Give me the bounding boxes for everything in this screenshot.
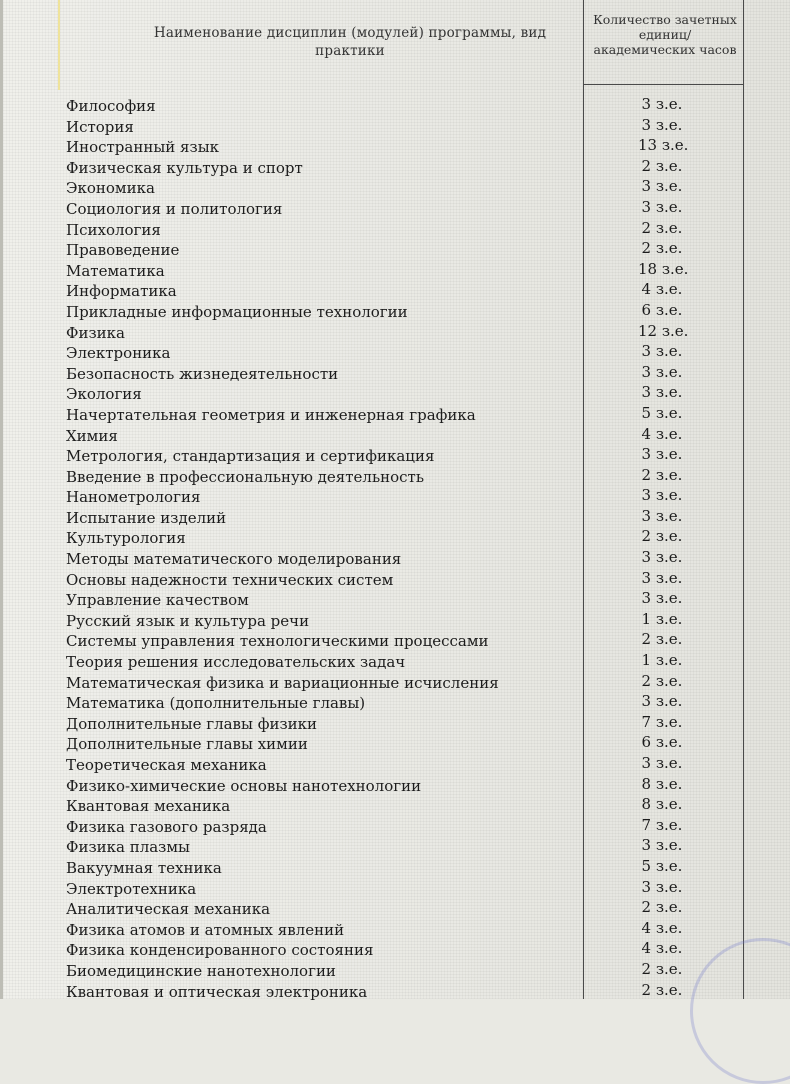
discipline-name: Нанометрология [66, 488, 201, 507]
page-edge [0, 0, 3, 999]
discipline-name: Физика конденсированного состояния [66, 941, 374, 960]
table-row [66, 714, 746, 735]
table-row [66, 178, 746, 199]
credit-value: 5 з.е. [641, 403, 683, 422]
credit-value: 2 з.е. [641, 630, 683, 649]
discipline-name: Теория решения исследовательских задач [66, 653, 406, 672]
table-row [66, 220, 746, 241]
header-underline [583, 84, 744, 85]
discipline-name: История [66, 117, 134, 136]
credit-value: 3 з.е. [641, 383, 683, 402]
table-row [66, 899, 746, 920]
credit-value: 3 з.е. [641, 589, 683, 608]
discipline-name: Математика [66, 261, 165, 280]
credit-value: 3 з.е. [641, 362, 683, 381]
discipline-name: Основы надежности технических систем [66, 570, 394, 589]
table-row [66, 117, 746, 138]
discipline-name: Электроника [66, 344, 171, 363]
discipline-name: Методы математического моделирования [66, 550, 402, 569]
credit-value: 2 з.е. [641, 671, 683, 690]
credit-value: 3 з.е. [641, 836, 683, 855]
table-row [66, 796, 746, 817]
table-row [66, 508, 746, 529]
credit-value: 3 з.е. [641, 486, 683, 505]
credit-value: 7 з.е. [641, 815, 683, 834]
discipline-name: Физическая культура и спорт [66, 158, 303, 177]
discipline-name: Математика (дополнительные главы) [66, 694, 366, 713]
credit-value: 1 з.е. [641, 651, 683, 670]
discipline-name: Физико-химические основы нанотехнологии [66, 776, 422, 795]
table-row [66, 817, 746, 838]
table-row [66, 302, 746, 323]
credit-value: 3 з.е. [641, 754, 683, 772]
credit-value: 6 з.е. [641, 300, 683, 319]
credit-value: 1 з.е. [641, 609, 683, 628]
table-row [66, 137, 746, 158]
credit-value: 3 з.е. [641, 115, 683, 134]
discipline-name: Квантовая и оптическая электроника [66, 982, 368, 1001]
table-row [66, 611, 746, 632]
discipline-name: Введение в профессиональную деятельность [66, 467, 425, 486]
margin-marker [58, 0, 60, 90]
header-hours-column: Количество зачетных единиц/ академических часов [593, 12, 737, 57]
discipline-name: Социология и политология [66, 199, 283, 218]
credit-value: 12 з.е. [638, 321, 689, 340]
credit-value: 2 з.е. [641, 980, 683, 999]
credit-value: 5 з.е. [641, 856, 683, 875]
discipline-name: Управление качеством [66, 591, 249, 610]
discipline-name: Психология [66, 220, 161, 239]
discipline-name: Безопасность жизнедеятельности [66, 364, 339, 383]
credit-value: 8 з.е. [641, 774, 683, 793]
discipline-name: Метрология, стандартизация и сертификация [66, 447, 435, 466]
table-row [66, 261, 746, 282]
table-row [66, 446, 746, 467]
table-row [66, 961, 746, 982]
discipline-name: Химия [66, 426, 118, 445]
credit-value: 3 з.е. [641, 692, 683, 711]
table-row [66, 364, 746, 385]
table-row [66, 837, 746, 858]
table-row [66, 487, 746, 508]
discipline-name: Физика газового разряда [66, 817, 267, 836]
table-row [66, 240, 746, 261]
discipline-name: Математическая физика и вариационные исчисления [66, 673, 499, 692]
discipline-name: Аналитическая механика [66, 900, 271, 919]
discipline-name: Испытание изделий [66, 508, 227, 527]
discipline-table [66, 96, 746, 1002]
credit-value: 3 з.е. [641, 95, 683, 113]
discipline-name: Иностранный язык [66, 138, 220, 157]
credit-value: 4 з.е. [641, 939, 683, 958]
credit-value: 7 з.е. [641, 712, 683, 731]
table-row [66, 467, 746, 488]
credit-value: 3 з.е. [641, 548, 683, 567]
discipline-name: Информатика [66, 282, 177, 301]
discipline-name: Дополнительные главы химии [66, 735, 308, 754]
credit-value: 2 з.е. [641, 898, 683, 917]
table-row [66, 776, 746, 797]
credit-value: 2 з.е. [641, 156, 683, 175]
discipline-name: Теоретическая механика [66, 756, 267, 774]
table-row [66, 426, 746, 447]
credit-value: 2 з.е. [641, 239, 683, 258]
table-row [66, 158, 746, 179]
credit-value: 3 з.е. [641, 342, 683, 361]
credit-value: 4 з.е. [641, 918, 683, 937]
discipline-name: Системы управления технологическими процессами [66, 632, 489, 651]
header-name-column: Наименование дисциплин (модулей) программы, вид практики [153, 25, 547, 59]
discipline-name: Философия [66, 97, 156, 115]
table-row [66, 590, 746, 611]
discipline-name: Экономика [66, 179, 155, 198]
credit-value: 2 з.е. [641, 959, 683, 978]
discipline-name: Физика плазмы [66, 838, 190, 857]
table-row [66, 734, 746, 755]
discipline-name: Культурология [66, 529, 186, 548]
credit-value: 2 з.е. [641, 527, 683, 546]
table-row [66, 405, 746, 426]
discipline-name: Вакуумная техника [66, 858, 222, 877]
credit-value: 3 з.е. [641, 877, 683, 896]
credit-value: 3 з.е. [641, 445, 683, 464]
credit-value: 3 з.е. [641, 177, 683, 196]
discipline-name: Физика [66, 323, 125, 342]
table-row [66, 549, 746, 570]
table-row [66, 570, 746, 591]
credit-value: 3 з.е. [641, 197, 683, 216]
credit-value: 3 з.е. [641, 506, 683, 525]
credit-value: 18 з.е. [638, 259, 689, 278]
table-row [66, 631, 746, 652]
table-row [66, 96, 746, 117]
discipline-name: Правоведение [66, 241, 180, 260]
discipline-name: Квантовая механика [66, 797, 231, 816]
credit-value: 4 з.е. [641, 424, 683, 443]
credit-value: 13 з.е. [638, 136, 689, 155]
discipline-name: Биомедицинские нанотехнологии [66, 961, 336, 980]
credit-value: 8 з.е. [641, 795, 683, 814]
table-row [66, 693, 746, 714]
discipline-name: Физика атомов и атомных явлений [66, 920, 345, 939]
table-row [66, 982, 746, 1003]
table-row [66, 384, 746, 405]
table-row [66, 879, 746, 900]
credit-value: 2 з.е. [641, 465, 683, 484]
discipline-name: Электротехника [66, 879, 197, 898]
table-row [66, 199, 746, 220]
discipline-name: Начертательная геометрия и инженерная графика [66, 405, 476, 424]
discipline-name: Дополнительные главы физики [66, 714, 318, 733]
table-row [66, 343, 746, 364]
table-row [66, 940, 746, 961]
table-row [66, 323, 746, 344]
table-row [66, 281, 746, 302]
credit-value: 3 з.е. [641, 568, 683, 587]
discipline-name: Русский язык и культура речи [66, 611, 310, 630]
table-row [66, 528, 746, 549]
table-row [66, 673, 746, 694]
credit-value: 6 з.е. [641, 733, 683, 752]
discipline-name: Экология [66, 385, 142, 404]
credit-value: 4 з.е. [641, 280, 683, 299]
credit-value: 2 з.е. [641, 218, 683, 237]
table-row [66, 755, 746, 776]
discipline-name: Прикладные информационные технологии [66, 302, 408, 321]
table-row [66, 920, 746, 941]
table-row [66, 652, 746, 673]
table-row [66, 858, 746, 879]
